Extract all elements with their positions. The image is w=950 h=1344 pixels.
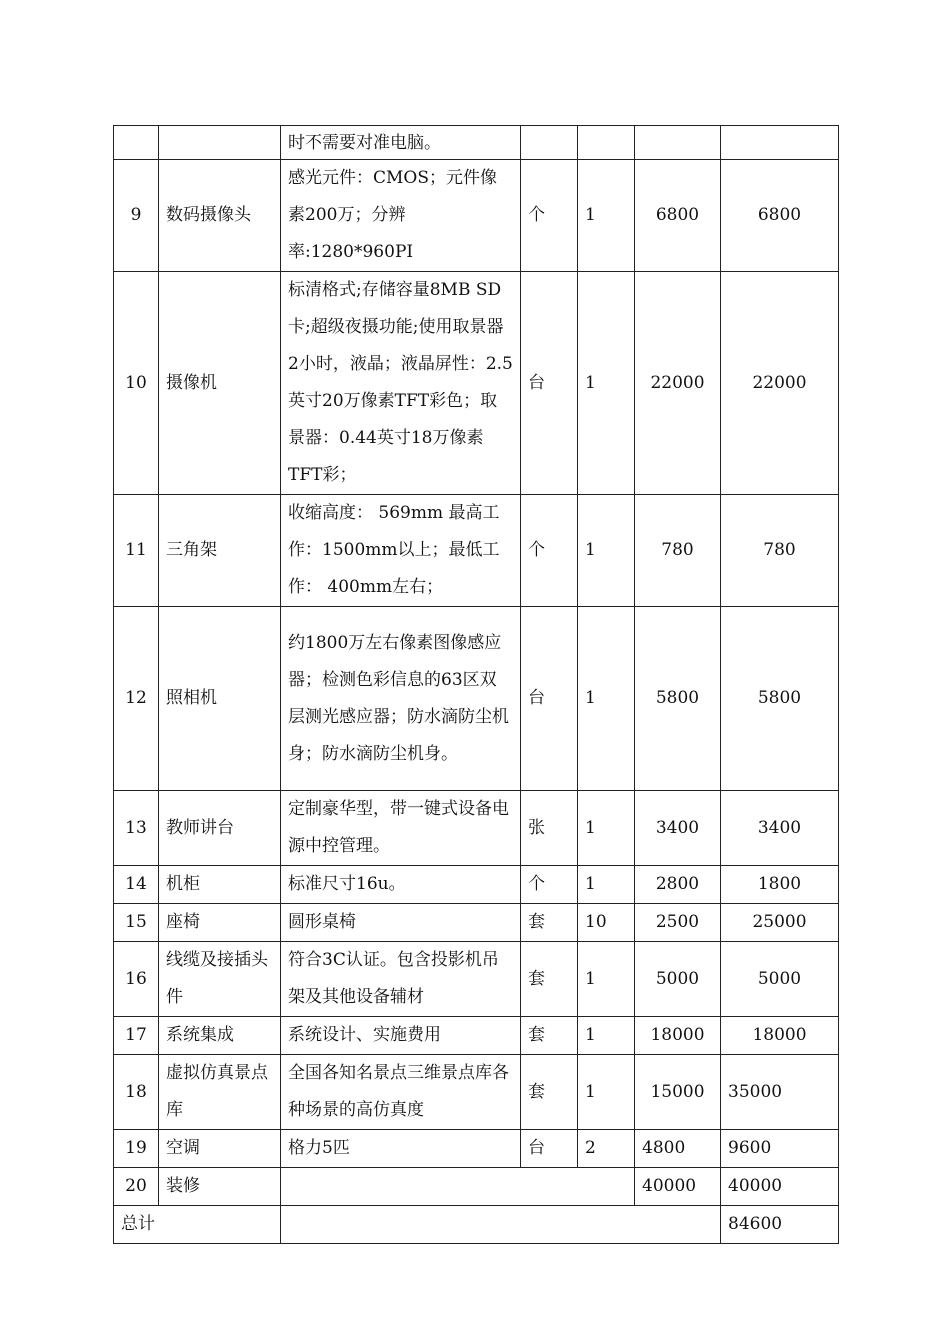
- cell-total: 3400: [721, 791, 839, 866]
- cell-unit: 张: [521, 791, 578, 866]
- cell-desc: 符合3C认证。包含投影机吊架及其他设备辅材: [281, 942, 521, 1017]
- cell-name: 教师讲台: [159, 791, 281, 866]
- table-row: [114, 1130, 839, 1168]
- cell-total: 18000: [721, 1017, 839, 1055]
- cell-desc: 时不需要对准电脑。: [281, 126, 521, 160]
- cell-unit: 台: [521, 1130, 578, 1168]
- cell-unit: 套: [521, 904, 578, 942]
- cell-price: 40000: [635, 1168, 721, 1206]
- table-row: [114, 942, 839, 1017]
- cell-no: 13: [114, 791, 159, 866]
- cell-price: 780: [635, 495, 721, 607]
- cell-price: 4800: [635, 1130, 721, 1168]
- summary-row: [114, 1206, 839, 1244]
- cell-name: [159, 126, 281, 160]
- cell-qty: 1: [578, 791, 635, 866]
- cell-no: 11: [114, 495, 159, 607]
- cell-qty: 1: [578, 495, 635, 607]
- cell-no: 14: [114, 866, 159, 904]
- cell-name: 空调: [159, 1130, 281, 1168]
- cell-name: 座椅: [159, 904, 281, 942]
- table-row: [114, 904, 839, 942]
- cell-unit: 个: [521, 160, 578, 272]
- cell-desc: 感光元件：CMOS；元件像素200万；分辨率:1280*960PI: [281, 160, 521, 272]
- table-row: [114, 126, 839, 160]
- cell-desc: 约1800万左右像素图像感应器；检测色彩信息的63区双层测光感应器；防水滴防尘机身；防水滴防尘机身。: [281, 607, 521, 791]
- cell-desc: 收缩高度： 569mm 最高工作：1500mm以上；最低工作： 400mm左右；: [281, 495, 521, 607]
- cell-unit: 套: [521, 1017, 578, 1055]
- cell-no: 17: [114, 1017, 159, 1055]
- cell-no: 15: [114, 904, 159, 942]
- table-row: [114, 272, 839, 495]
- cell-no: 9: [114, 160, 159, 272]
- cell-total: [721, 126, 839, 160]
- cell-no: 12: [114, 607, 159, 791]
- cell-qty: 1: [578, 1017, 635, 1055]
- cell-unit: 套: [521, 1055, 578, 1130]
- cell-price: 18000: [635, 1017, 721, 1055]
- cell-qty: 2: [578, 1130, 635, 1168]
- cell-qty: 1: [578, 942, 635, 1017]
- cell-qty: 10: [578, 904, 635, 942]
- cell-price: 3400: [635, 791, 721, 866]
- cell-name: 机柜: [159, 866, 281, 904]
- cell-blank: [281, 1206, 721, 1244]
- cell-name: 摄像机: [159, 272, 281, 495]
- table-row: [114, 1168, 839, 1206]
- grand-total: 84600: [721, 1206, 839, 1244]
- cell-no: 16: [114, 942, 159, 1017]
- cell-price: 5000: [635, 942, 721, 1017]
- cell-desc: 定制豪华型，带一键式设备电源中控管理。: [281, 791, 521, 866]
- cell-name: 装修: [159, 1168, 281, 1206]
- cell-desc: 圆形桌椅: [281, 904, 521, 942]
- cell-qty: 1: [578, 272, 635, 495]
- cell-total: 780: [721, 495, 839, 607]
- cell-qty: 1: [578, 1055, 635, 1130]
- cell-desc: 标清格式;存储容量8MB SD卡;超级夜摄功能;使用取景器2小时，液晶；液晶屏性：2.5英寸20万像素TFT彩色；取景器：0.44英寸18万像素TFT彩；: [281, 272, 521, 495]
- cell-total: 5800: [721, 607, 839, 791]
- cell-name: 系统集成: [159, 1017, 281, 1055]
- cell-desc: 系统设计、实施费用: [281, 1017, 521, 1055]
- cell-desc: 格力5匹: [281, 1130, 521, 1168]
- cell-name: 照相机: [159, 607, 281, 791]
- table-row: [114, 160, 839, 272]
- cell-price: 2800: [635, 866, 721, 904]
- table-row: [114, 495, 839, 607]
- cell-qty: 1: [578, 866, 635, 904]
- cell-no: [114, 126, 159, 160]
- cell-total: 25000: [721, 904, 839, 942]
- cell-total: 35000: [721, 1055, 839, 1130]
- table-row: [114, 866, 839, 904]
- cell-total: 40000: [721, 1168, 839, 1206]
- cell-total: 22000: [721, 272, 839, 495]
- cell-price: 5800: [635, 607, 721, 791]
- cell-total: 6800: [721, 160, 839, 272]
- cell-name: 数码摄像头: [159, 160, 281, 272]
- cell-price: 6800: [635, 160, 721, 272]
- cell-unit: [521, 126, 578, 160]
- cell-qty: 1: [578, 607, 635, 791]
- cell-total: 1800: [721, 866, 839, 904]
- cell-desc: 标准尺寸16u。: [281, 866, 521, 904]
- cell-no: 20: [114, 1168, 159, 1206]
- cell-unit: 个: [521, 866, 578, 904]
- cell-total: 9600: [721, 1130, 839, 1168]
- cell-price: 2500: [635, 904, 721, 942]
- cell-no: 19: [114, 1130, 159, 1168]
- table-row: [114, 1055, 839, 1130]
- cell-name: 线缆及接插头件: [159, 942, 281, 1017]
- cell-price: 22000: [635, 272, 721, 495]
- table-row: [114, 1017, 839, 1055]
- cell-unit: 台: [521, 272, 578, 495]
- cell-unit: 个: [521, 495, 578, 607]
- cell-total: 5000: [721, 942, 839, 1017]
- cell-price: 15000: [635, 1055, 721, 1130]
- cell-desc: 全国各知名景点三维景点库各种场景的高仿真度: [281, 1055, 521, 1130]
- total-label: 总计: [114, 1206, 281, 1244]
- cell-unit: 台: [521, 607, 578, 791]
- cell-no: 18: [114, 1055, 159, 1130]
- equipment-table: [113, 125, 839, 1244]
- cell-desc: [281, 1168, 635, 1206]
- table-row: [114, 791, 839, 866]
- cell-qty: [578, 126, 635, 160]
- table-row: [114, 607, 839, 791]
- cell-no: 10: [114, 272, 159, 495]
- cell-unit: 套: [521, 942, 578, 1017]
- cell-name: 三角架: [159, 495, 281, 607]
- cell-qty: 1: [578, 160, 635, 272]
- cell-price: [635, 126, 721, 160]
- cell-name: 虚拟仿真景点库: [159, 1055, 281, 1130]
